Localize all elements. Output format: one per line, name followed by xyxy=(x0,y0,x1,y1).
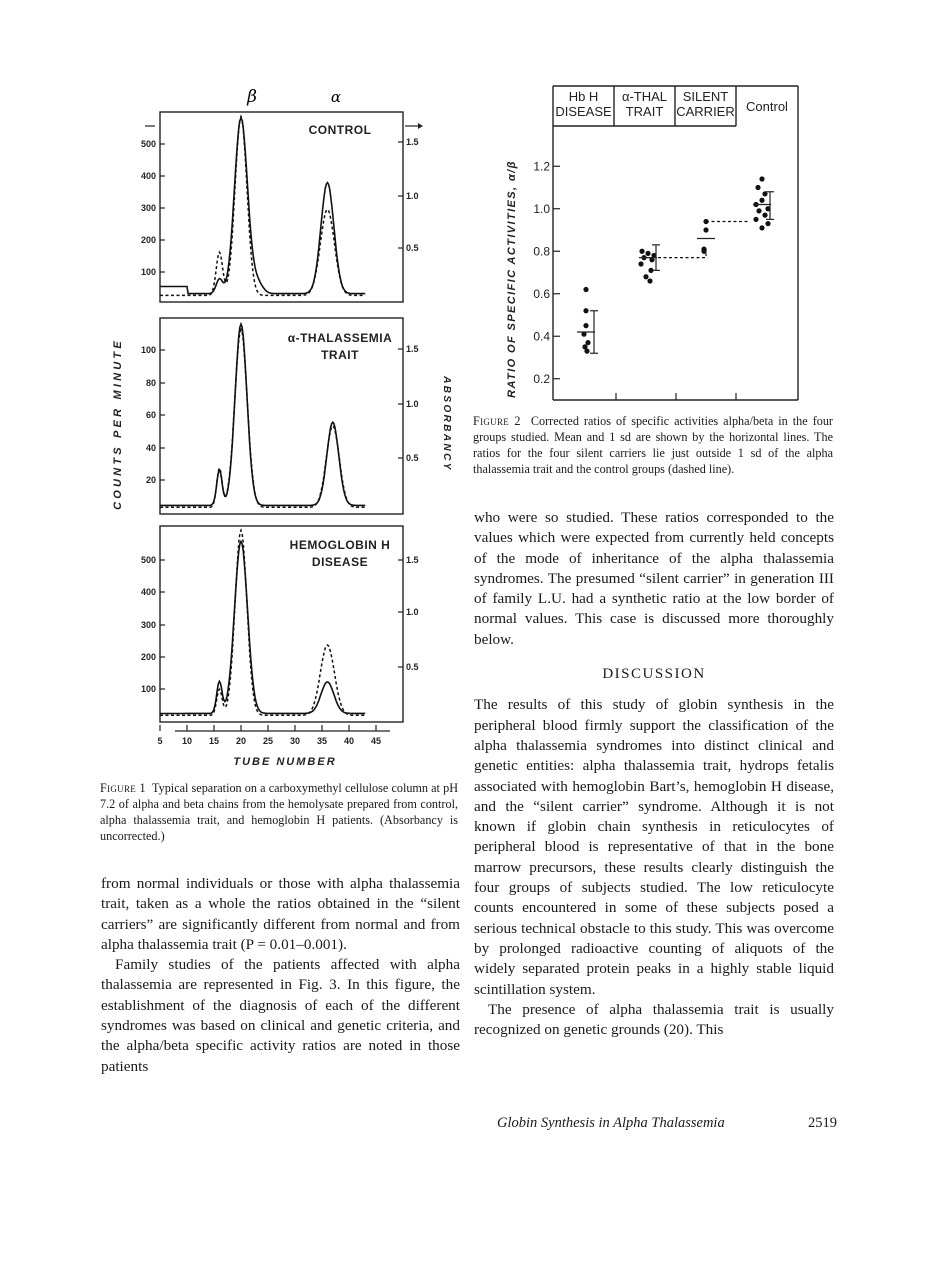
x-tick-label: 35 xyxy=(316,736,328,746)
right-tick-label: 1.5 xyxy=(406,344,419,354)
figure-1-panel xyxy=(141,526,419,722)
data-point xyxy=(753,217,758,222)
group-label: Control xyxy=(746,99,788,114)
left-tick-label: 500 xyxy=(140,139,156,149)
absorbancy-curve xyxy=(160,116,365,295)
figure-1-caption-lead: Figure 1 xyxy=(100,781,146,795)
y-tick-label: 0.2 xyxy=(533,371,550,386)
group-label: α-THAL xyxy=(621,89,668,104)
left-tick-label: 300 xyxy=(140,620,156,630)
right-column xyxy=(474,508,834,1040)
x-axis-label: TUBE NUMBER xyxy=(233,756,337,768)
right-tick-label: 1.0 xyxy=(406,607,419,617)
right-tick-label: 1.5 xyxy=(406,555,419,565)
silent-carrier-link-low xyxy=(658,249,706,258)
data-point xyxy=(585,340,590,345)
right-paragraph-3: The presence of alpha thalassemia trait is usually recognized on genetic grounds (20). This xyxy=(474,1000,834,1039)
x-tick-label: 25 xyxy=(262,736,274,746)
left-paragraph-1: from normal individuals or those with alpha thalassemia trait, taken as a whole the ratios obtained in the “silent carriers” are significantly different from normal and from alpha thalassemia trait (P = 0.01–0.001). xyxy=(101,875,460,953)
left-tick-label: 200 xyxy=(140,652,156,662)
data-point xyxy=(638,261,643,266)
y-tick-label: 0.6 xyxy=(533,286,550,301)
panel-title: DISEASE xyxy=(311,555,369,569)
x-tick-label: 20 xyxy=(235,736,247,746)
figure-1-caption xyxy=(100,780,458,844)
figure-2 xyxy=(498,84,803,404)
alpha-chain-label: α xyxy=(330,88,342,106)
left-tick-label: 100 xyxy=(140,684,156,694)
discussion-heading: DISCUSSION xyxy=(602,666,706,683)
left-axis-label: COUNTS PER MINUTE xyxy=(112,338,124,510)
x-tick-label: 45 xyxy=(370,736,382,746)
left-tick-label: 100 xyxy=(140,267,156,277)
panel-title: TRAIT xyxy=(321,348,359,362)
data-point xyxy=(765,221,770,226)
data-point xyxy=(643,274,648,279)
figure-1-panel xyxy=(141,112,419,302)
y-tick-label: 1.2 xyxy=(533,159,550,174)
group-label: SILENT xyxy=(682,89,729,104)
data-point xyxy=(583,323,588,328)
group-label: CARRIER xyxy=(676,104,735,119)
left-tick-label: 400 xyxy=(140,171,156,181)
right-tick-label: 0.5 xyxy=(406,243,419,253)
figure-2-caption-lead: Figure 2 xyxy=(473,414,521,428)
data-point xyxy=(759,176,764,181)
right-tick-label: 1.5 xyxy=(406,137,419,147)
panel-title: HEMOGLOBIN H xyxy=(289,538,391,552)
left-tick-label: 80 xyxy=(145,378,156,388)
x-tick-label: 40 xyxy=(343,736,355,746)
page-footer xyxy=(497,1115,837,1132)
right-paragraph-2: The results of this study of globin synthesis in the peripheral blood firmly support the classification of the alpha thalassemia syndromes into distinct clinical and genetic entities: alpha thalassemia trait, hydrops fetalis associated with hemoglobin Bart’s, hemoglobin H disease, and the “silent carrier” syndrome. Although it is not known if globin chain synthesis in reticulocytes of peripheral blood is representative of that in the bone marrow precursors, these results clearly distinguish the four groups of subjects studied. The low reticulocyte counts encountered in some of these subjects posed a serious technical obstacle to this study. This was overcome by prolonged radioactive counting of aliquots of the widely separated protein peaks in a highly stable liquid scintillation system. xyxy=(474,696,834,998)
data-point xyxy=(639,249,644,254)
beta-chain-label: β xyxy=(247,87,257,107)
x-tick-label: 30 xyxy=(289,736,301,746)
left-tick-label: 200 xyxy=(140,235,156,245)
right-tick-label: 0.5 xyxy=(406,662,419,672)
right-tick-label: 1.0 xyxy=(406,399,419,409)
right-tick-label: 1.0 xyxy=(406,191,419,201)
data-point xyxy=(584,349,589,354)
y-tick-label: 0.8 xyxy=(533,244,550,259)
data-point xyxy=(583,287,588,292)
x-tick-label: 15 xyxy=(208,736,220,746)
figure-1-panel xyxy=(141,318,419,514)
left-column xyxy=(101,874,460,1077)
panel-title: α-THALASSEMIA xyxy=(287,331,393,345)
right-paragraph-1: who were so studied. These ratios corresponded to the values which were expected from currently held concepts of the mode of inheritance of the alpha thalassemia syndromes. The presumed “silent carrier” in generation III of family L.U. had a synthetic ratio at the low border of normal values. This case is discussed more thoroughly below. xyxy=(474,509,834,648)
data-point xyxy=(759,198,764,203)
left-tick-label: 100 xyxy=(140,345,156,355)
left-tick-label: 20 xyxy=(145,475,156,485)
left-tick-label: 300 xyxy=(140,203,156,213)
page-number: 2519 xyxy=(808,1115,837,1131)
y-tick-label: 1.0 xyxy=(533,201,550,216)
y-tick-label: 0.4 xyxy=(533,329,550,344)
group-label: DISEASE xyxy=(555,104,612,119)
left-tick-label: 500 xyxy=(140,555,156,565)
left-tick-label: 60 xyxy=(145,410,156,420)
left-paragraph-2: Family studies of the patients affected with alpha thalassemia are represented in Fig. 3. In this figure, the establishment of the diagnosis of each of the different syndromes was based on clinical and genetic criteria, and the alpha/beta specific activity ratios are noted in those patients xyxy=(101,956,460,1075)
panel-title: CONTROL xyxy=(308,123,372,137)
data-point xyxy=(755,185,760,190)
figure-1-caption-text: Typical separation on a carboxymethyl cellulose column at pH 7.2 of alpha and beta chains from the hemolysate prepared from control, alpha thalassemia trait, and hemoglobin H patients. (Absorbancy is uncorrected.) xyxy=(100,781,458,843)
panel-frame xyxy=(160,318,403,514)
panel-frame xyxy=(160,112,403,302)
data-point xyxy=(703,227,708,232)
group-label: TRAIT xyxy=(625,104,664,119)
figure-1 xyxy=(100,82,452,777)
data-point xyxy=(583,308,588,313)
counts-curve xyxy=(160,118,365,294)
x-tick-label: 10 xyxy=(181,736,193,746)
left-tick-label: 400 xyxy=(140,587,156,597)
figure-2-y-axis-label: RATIO OF SPECIFIC ACTIVITIES, α/β xyxy=(506,160,518,398)
right-tick-label: 0.5 xyxy=(406,453,419,463)
running-title: Globin Synthesis in Alpha Thalassemia xyxy=(497,1115,725,1131)
data-point xyxy=(647,278,652,283)
data-point xyxy=(759,225,764,230)
group-label: Hb H xyxy=(568,89,599,104)
figure-2-caption-text: Corrected ratios of specific activities alpha/beta in the four groups studied. Mean and 1 sd are shown by the horizontal lines. The ratios for the four silent carriers lie just outside 1 sd of the alpha thalassemia trait and the control groups (dashed line). xyxy=(473,414,833,476)
data-point xyxy=(645,251,650,256)
x-tick-label: 5 xyxy=(157,736,163,746)
figure-2-caption xyxy=(473,413,833,477)
data-point xyxy=(762,213,767,218)
left-tick-label: 40 xyxy=(145,443,156,453)
right-axis-label: ABSORBANCY xyxy=(441,376,452,472)
data-point xyxy=(756,208,761,213)
